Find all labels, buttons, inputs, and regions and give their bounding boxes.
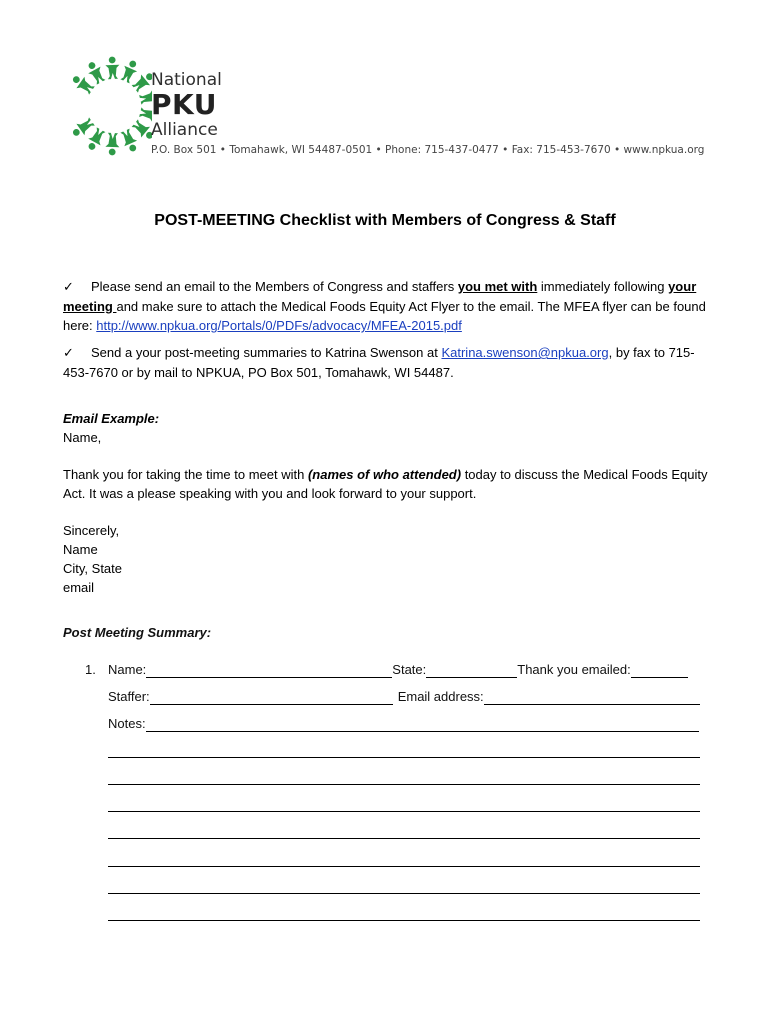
summary-row-2 — [108, 689, 700, 705]
notes-line[interactable] — [108, 784, 700, 785]
summary-row-3 — [108, 716, 699, 732]
checkmark-icon: ✓ — [63, 346, 74, 361]
name-field[interactable] — [146, 663, 392, 678]
pku-logo-icon — [66, 50, 152, 160]
email-body-text-2: today to discuss the Medical Foods Equity Act. It was a please speaking with you and look forward to your support. — [63, 467, 708, 501]
summary-item-number: 1. — [85, 662, 96, 677]
summary-heading: Post Meeting Summary: — [63, 625, 212, 640]
emphasis-your-meeting: your meeting — [63, 279, 697, 314]
email-sig-name: Name — [63, 542, 98, 557]
email-example — [63, 409, 708, 597]
checklist-item-1-text-2: immediately following — [537, 279, 669, 294]
logo-person-icon — [119, 58, 141, 84]
logo-person-icon — [84, 59, 107, 85]
logo-person-icon — [130, 118, 152, 143]
logo-person-icon — [139, 88, 152, 107]
checkmark-icon: ✓ — [63, 280, 74, 295]
staffer-field[interactable] — [150, 690, 393, 705]
org-name-line2: PKU — [151, 88, 217, 121]
logo-person-icon — [70, 116, 96, 140]
email-sig-email: email — [63, 580, 95, 595]
logo-person-icon — [119, 128, 141, 154]
org-address: P.O. Box 501 • Tomahawk, WI 54487-0501 • Phone: 715-437-0477 • Fax: 715-453-7670 • www.npkua.org — [151, 144, 705, 156]
notes-label: Notes: — [108, 716, 146, 731]
email-address-label: Email address: — [397, 689, 484, 704]
email-body — [63, 465, 708, 503]
logo-person-icon — [130, 69, 152, 94]
checklist-item-2 — [63, 343, 708, 382]
org-name-line3: Alliance — [151, 120, 218, 140]
thank-you-emailed-field[interactable] — [631, 663, 688, 678]
email-address-field[interactable] — [484, 690, 700, 705]
state-field[interactable] — [426, 663, 517, 678]
email-body-emphasis: (names of who attended) — [307, 467, 462, 482]
logo-person-icon — [105, 133, 120, 156]
email-sig-city: City, State — [63, 561, 123, 576]
state-label: State: — [392, 662, 427, 677]
checklist-item-1 — [63, 277, 708, 335]
thanked-label: Thank you emailed: — [517, 662, 631, 677]
notes-field[interactable] — [146, 717, 699, 732]
name-label: Name: — [108, 662, 147, 677]
email-greeting: Name, — [63, 430, 102, 445]
org-name — [151, 72, 222, 139]
checklist-item-2-text: Send a your post-meeting summaries to Katrina Swenson at — [91, 345, 442, 360]
checklist-item-2-text-2: , by fax to 715-453-7670 or by mail to NPKUA, PO Box 501, Tomahawk, WI 54487. — [63, 345, 695, 380]
logo-person-icon — [70, 72, 96, 96]
summary-row-1 — [108, 662, 688, 678]
page-title: POST-MEETING Checklist with Members of Congress & Staff — [154, 212, 616, 229]
staffer-label: Staffer: — [108, 689, 150, 704]
notes-line[interactable] — [108, 757, 700, 758]
email-body-text: Thank you for taking the time to meet with — [63, 467, 308, 482]
notes-line[interactable] — [108, 866, 700, 867]
logo-person-icon — [105, 56, 120, 79]
emphasis-met-with: you met with — [457, 279, 538, 294]
checklist-item-1-text: Please send an email to the Members of Congress and staffers — [91, 279, 458, 294]
email-closing: Sincerely, — [63, 523, 120, 538]
notes-line[interactable] — [108, 811, 700, 812]
mfea-flyer-link[interactable]: http://www.npkua.org/Portals/0/PDFs/advocacy/MFEA-2015.pdf — [96, 318, 462, 333]
notes-line[interactable] — [108, 920, 700, 921]
katrina-email-link[interactable]: Katrina.swenson@npkua.org — [441, 345, 609, 360]
checklist-item-1-text-3: and make sure to attach the Medical Foods Equity Act Flyer to the email. The MFEA flyer can be found here: — [63, 299, 706, 333]
email-example-heading: Email Example: — [63, 411, 160, 426]
notes-line[interactable] — [108, 893, 700, 894]
org-name-line1: National — [151, 70, 222, 90]
notes-line[interactable] — [108, 838, 700, 839]
logo-person-icon — [84, 126, 107, 152]
logo-person-icon — [139, 105, 152, 124]
